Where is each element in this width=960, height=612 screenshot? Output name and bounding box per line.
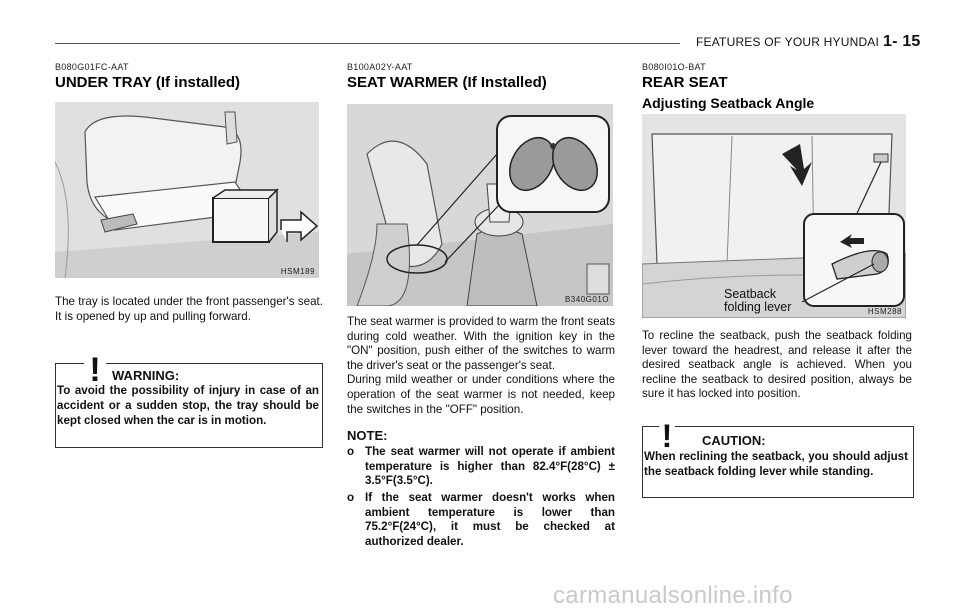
svg-text:!: ! (661, 418, 673, 452)
note-text: The seat warmer will not operate if ambient temperature is higher than 82.4°F(28°C) ± 3.5°F(3.5°C). (365, 445, 615, 488)
section-code: B080I01O-BAT (642, 62, 706, 72)
note-item (347, 491, 615, 549)
callout-line-1: Seatback (724, 287, 777, 301)
rear-seat-illustration (642, 114, 906, 318)
header-title: FEATURES OF YOUR HYUNDAI (696, 35, 880, 49)
section-subheading: Adjusting Seatback Angle (642, 95, 815, 111)
section-heading: REAR SEAT (642, 74, 728, 91)
figure-code: HSM189 (280, 267, 315, 276)
page-number: 1- 15 (883, 33, 921, 50)
figure-code: B340G01O (564, 295, 609, 304)
section-code: B100A02Y-AAT (347, 62, 413, 72)
warning-title: WARNING: (112, 368, 180, 383)
rear-seat-text: To recline the seatback, push the seatback folding lever toward the headrest, and release it after the desired seatback angle is achieved. When you recline the seatback to desired position, always be sure it has locked into position. (642, 329, 912, 401)
note-bullet: o (347, 490, 355, 504)
page-header (696, 33, 921, 51)
under-tray-section (55, 62, 323, 324)
callout-line-2: folding lever (724, 300, 792, 314)
under-tray-illustration (55, 102, 319, 278)
seat-warmer-section (347, 62, 615, 549)
section-code: B080G01FC-AAT (55, 62, 129, 72)
figure-code: HSM288 (867, 307, 902, 316)
caution-triangle-icon (646, 412, 688, 452)
seat-with-tray-drawing (55, 102, 319, 278)
seat-warmer-text-2: During mild weather or under conditions where the operation of the seat warmer is not needed, keep the switches in the "OFF" position. (347, 373, 615, 416)
section-heading: UNDER TRAY (If installed) (55, 74, 241, 91)
caution-title: CAUTION: (702, 433, 766, 448)
note-text: If the seat warmer doesn't works when ambient temperature is lower than 75.2°F(24°C), it must be checked at authorized dealer. (365, 490, 615, 548)
seat-warmer-illustration (347, 104, 613, 306)
note-title: NOTE: (347, 428, 388, 444)
watermark: carmanualsonline.info (553, 582, 793, 609)
caution-text: When reclining the seatback, you should adjust the seatback folding lever while standing. (644, 450, 908, 478)
note-item (347, 445, 615, 489)
note-bullet: o (347, 445, 355, 459)
under-tray-text: The tray is located under the front passenger's seat. It is opened by up and pulling forward. (55, 295, 323, 323)
seat-warmer-text-1: The seat warmer is provided to warm the front seats during cold weather. With the ignition key in the "ON" position, push either of the switches to warm the driver's seat or the passenger's seat. (347, 315, 615, 372)
console-switch-drawing (347, 104, 613, 306)
rear-seat-section (642, 62, 912, 402)
section-heading: SEAT WARMER (If Installed) (347, 74, 547, 91)
svg-text:!: ! (89, 351, 101, 386)
warning-text: To avoid the possibility of injury in case of an accident or a sudden stop, the tray should be kept closed when the car is in motion. (57, 384, 319, 427)
figure-callout (724, 288, 791, 314)
header-rule (55, 43, 680, 44)
